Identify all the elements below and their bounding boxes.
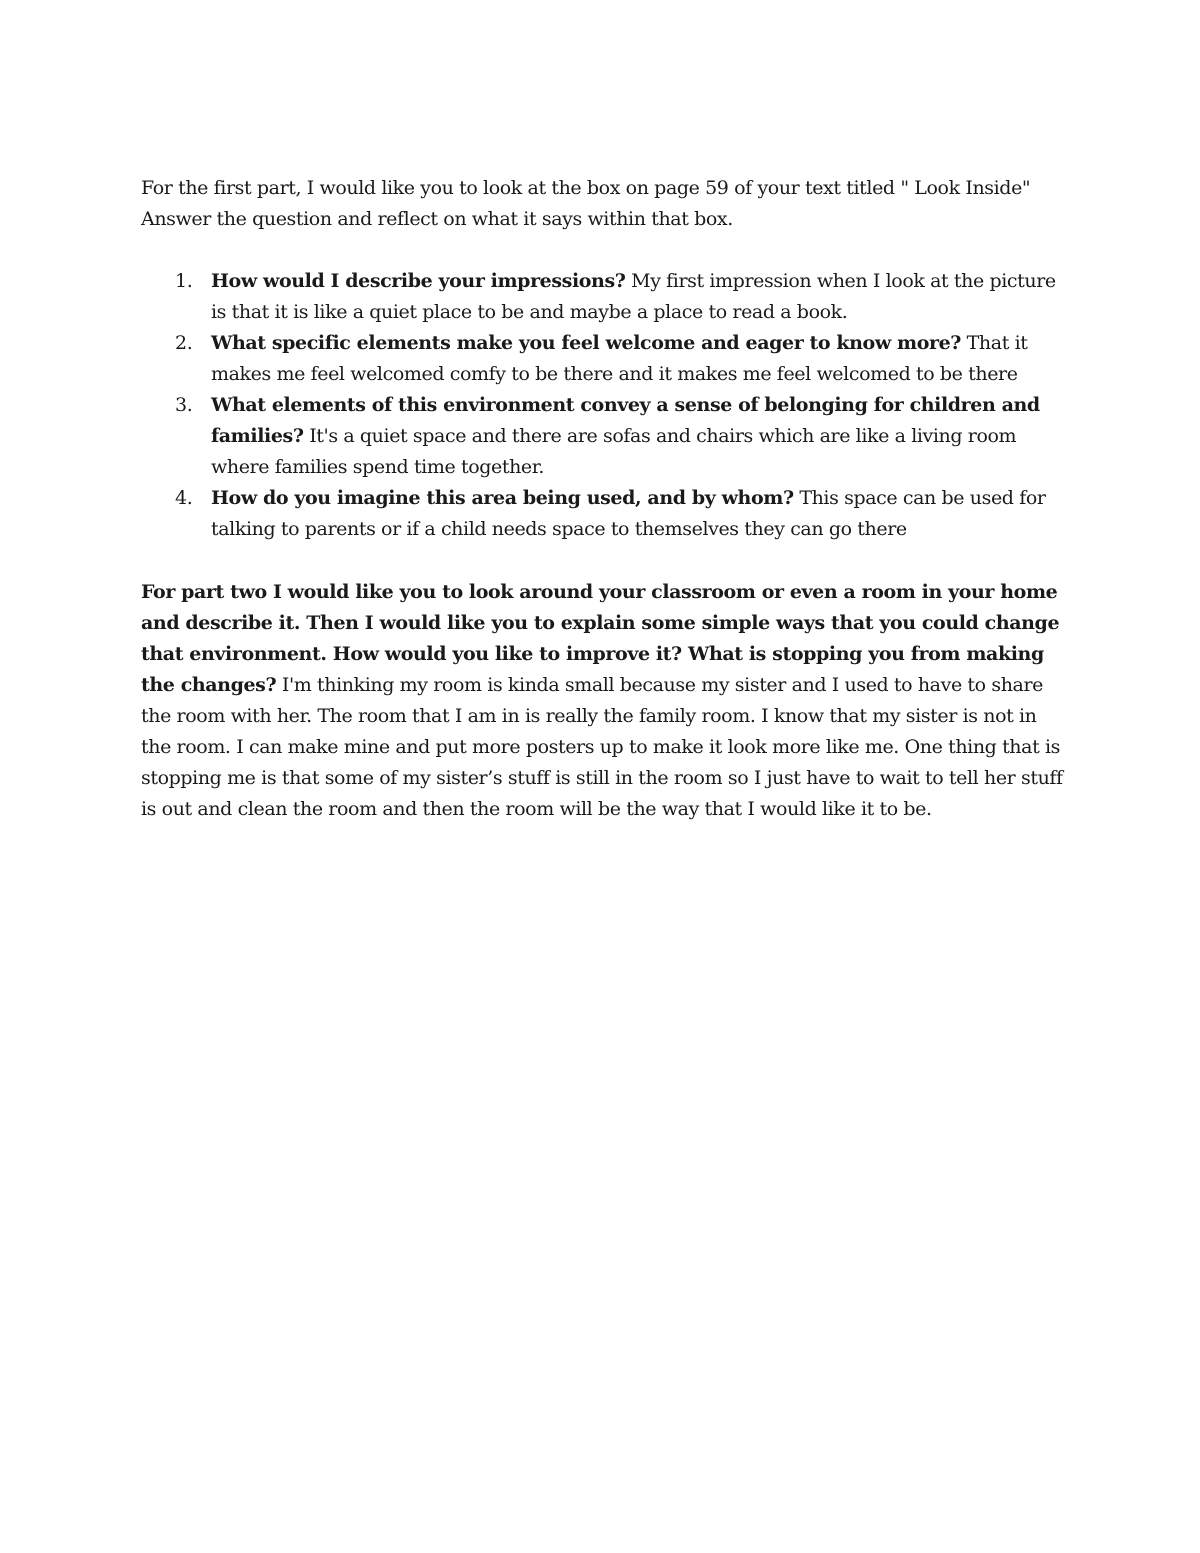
document-body (141, 173, 1071, 825)
question-text: What specific elements make you feel welcome and eager to know more? (211, 332, 962, 354)
list-number: 4. (175, 487, 193, 509)
question-list (141, 266, 1071, 545)
list-number: 1. (175, 270, 193, 292)
question-text: How do you imagine this area being used, and by whom? (211, 487, 794, 509)
list-item (141, 328, 1071, 390)
part-two-paragraph (141, 577, 1071, 825)
list-number: 2. (175, 332, 193, 354)
answer-text: That it makes me feel welcomed comfy to be there and it makes me feel welcomed to be there (211, 332, 1028, 385)
answer-text: My first impression when I look at the picture is that it is like a quiet place to be and maybe a place to read a book. (211, 270, 1056, 323)
answer-text: This space can be used for talking to parents or if a child needs space to themselves they can go there (211, 487, 1046, 540)
part-two-prompt: For part two I would like you to look around your classroom or even a room in your home and describe it. Then I would like you to explain some simple ways that you could change that environment. How would you like to improve it? What is stopping you from making the changes? (141, 581, 1060, 696)
list-item (141, 266, 1071, 328)
intro-paragraph: For the first part, I would like you to look at the box on page 59 of your text titled " Look Inside" Answer the question and reflect on what it says within that box. (141, 177, 1031, 230)
list-item (141, 390, 1071, 483)
answer-text: It's a quiet space and there are sofas and chairs which are like a living room where families spend time together. (211, 425, 1017, 478)
list-item (141, 483, 1071, 545)
part-two-response: I'm thinking my room is kinda small because my sister and I used to have to share the room with her. The room that I am in is really the family room. I know that my sister is not in the room. I can make mine and put more posters up to make it look more like me. One thing that is stopping me is that some of my sister’s stuff is still in the room so I just have to wait to tell her stuff is out and clean the room and then the room will be the way that I would like it to be. (141, 674, 1063, 820)
question-text: How would I describe your impressions? (211, 270, 626, 292)
question-text: What elements of this environment convey a sense of belonging for children and families? (211, 394, 1040, 447)
list-number: 3. (175, 394, 193, 416)
